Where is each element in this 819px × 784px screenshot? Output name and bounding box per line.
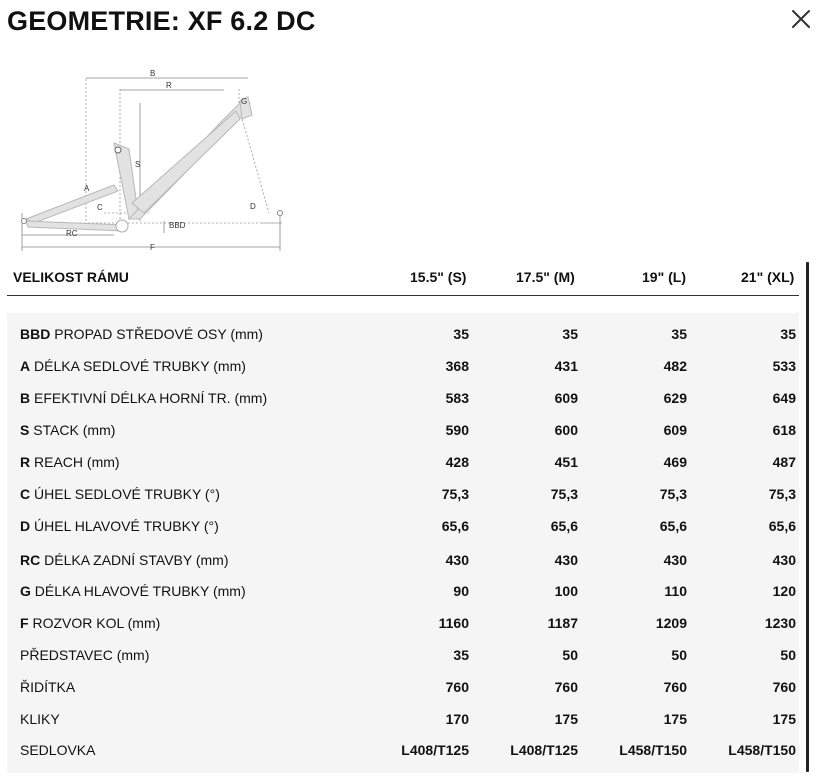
row-value-xl: 75,3 — [768, 486, 796, 502]
row-label: DÉLKA ZADNÍ STAVBY (mm) — [44, 552, 229, 568]
row-value-m: 175 — [554, 711, 578, 727]
row-code: B — [20, 390, 31, 406]
diagram-label-c: C — [97, 203, 103, 212]
row-value-l: 430 — [663, 552, 687, 568]
row-value-m: 35 — [562, 326, 578, 342]
diagram-label-r: R — [166, 81, 172, 90]
row-value-m: 609 — [554, 390, 578, 406]
row-value-s: 590 — [445, 422, 469, 438]
row-value-m: 100 — [554, 583, 578, 599]
row-code: RC — [20, 552, 41, 568]
diagram-label-a: A — [84, 184, 90, 193]
table-row — [7, 479, 799, 509]
row-value-s: 368 — [445, 358, 469, 374]
diagram-label-rc: RC — [66, 229, 78, 238]
row-value-xl: 487 — [772, 454, 796, 470]
row-value-m: 431 — [554, 358, 578, 374]
row-label: ROZVOR KOL (mm) — [32, 615, 161, 631]
close-icon[interactable] — [788, 6, 814, 32]
row-value-m: 1187 — [547, 615, 578, 631]
row-value-l: 65,6 — [659, 518, 687, 534]
table-row — [7, 511, 799, 541]
row-value-s: 1160 — [438, 615, 469, 631]
table-row — [7, 704, 799, 734]
row-value-l: 50 — [671, 647, 687, 663]
row-value-s: 65,6 — [441, 518, 469, 534]
row-label: EFEKTIVNÍ DÉLKA HORNÍ TR. (mm) — [34, 390, 268, 406]
table-row — [7, 383, 799, 413]
header-frame-size-label: VELIKOST RÁMU — [13, 269, 129, 285]
row-value-xl: 760 — [772, 679, 796, 695]
row-code: F — [20, 615, 29, 631]
row-value-xl: 120 — [772, 583, 796, 599]
row-value-s: 583 — [445, 390, 469, 406]
row-value-m: 451 — [554, 454, 578, 470]
row-value-xl: 430 — [772, 552, 796, 568]
row-value-xl: 65,6 — [768, 518, 796, 534]
row-label: KLIKY — [20, 711, 60, 727]
row-value-s: 428 — [445, 454, 469, 470]
table-row — [7, 415, 799, 445]
row-value-xl: L458/T150 — [728, 742, 796, 758]
table-header — [7, 260, 799, 296]
row-label: ÚHEL SEDLOVÉ TRUBKY (°) — [34, 486, 220, 502]
page-title: GEOMETRIE: XF 6.2 DC — [7, 6, 316, 36]
row-code: A — [20, 358, 31, 374]
diagram-label-f: F — [150, 243, 155, 252]
row-value-xl: 649 — [772, 390, 796, 406]
row-code: D — [20, 518, 31, 534]
geometry-table-body — [7, 313, 799, 773]
row-value-s: 75,3 — [441, 486, 469, 502]
row-label: REACH (mm) — [34, 454, 120, 470]
table-row — [7, 672, 799, 702]
row-value-l: 469 — [663, 454, 687, 470]
header-size-l: 19" (L) — [642, 269, 686, 285]
table-row — [7, 447, 799, 477]
row-value-l: 1209 — [655, 615, 687, 631]
row-value-xl: 175 — [772, 711, 796, 727]
row-value-s: 430 — [445, 552, 469, 568]
row-label: ÚHEL HLAVOVÉ TRUBKY (°) — [34, 518, 219, 534]
diagram-label-g: G — [241, 97, 248, 106]
row-value-m: 430 — [554, 552, 578, 568]
row-label: ŘIDÍTKA — [20, 679, 76, 695]
row-value-m: 65,6 — [550, 518, 578, 534]
row-value-xl: 1230 — [764, 615, 796, 631]
frame-geometry-diagram — [14, 63, 304, 258]
row-value-l: 175 — [663, 711, 687, 727]
row-label: PŘEDSTAVEC (mm) — [20, 647, 150, 663]
row-value-m: L408/T125 — [510, 742, 578, 758]
row-value-l: 629 — [663, 390, 687, 406]
row-label: PROPAD STŘEDOVÉ OSY (mm) — [54, 326, 263, 342]
row-code: R — [20, 454, 31, 470]
row-value-l: 110 — [664, 583, 687, 599]
row-value-s: 170 — [445, 711, 469, 727]
row-value-m: 760 — [554, 679, 578, 695]
row-value-m: 600 — [554, 422, 578, 438]
row-value-xl: 618 — [772, 422, 796, 438]
row-value-l: 482 — [663, 358, 687, 374]
table-row — [7, 351, 799, 381]
row-value-s: 90 — [453, 583, 469, 599]
row-value-s: L408/T125 — [401, 742, 469, 758]
header-size-xl: 21" (XL) — [741, 269, 795, 285]
diagram-label-d: D — [250, 202, 256, 211]
row-value-l: 609 — [663, 422, 687, 438]
diagram-label-bbd: BBD — [169, 221, 186, 230]
row-value-m: 50 — [562, 647, 578, 663]
row-label: DÉLKA HLAVOVÉ TRUBKY (mm) — [34, 583, 246, 599]
header-size-s: 15.5" (S) — [410, 269, 467, 285]
row-value-s: 760 — [445, 679, 469, 695]
row-value-xl: 50 — [780, 647, 796, 663]
row-code: S — [20, 422, 30, 438]
row-value-l: 75,3 — [659, 486, 687, 502]
row-label: STACK (mm) — [33, 422, 116, 438]
table-row — [7, 545, 799, 575]
row-code: BBD — [20, 326, 51, 342]
table-row — [7, 608, 799, 638]
header-size-m: 17.5" (M) — [516, 269, 575, 285]
row-value-xl: 533 — [772, 358, 796, 374]
row-value-xl: 35 — [780, 326, 796, 342]
table-row — [7, 576, 799, 606]
diagram-label-s: S — [135, 160, 141, 169]
row-value-s: 35 — [453, 326, 469, 342]
diagram-label-b: B — [150, 69, 156, 78]
row-label: DÉLKA SEDLOVÉ TRUBKY (mm) — [34, 358, 246, 374]
row-value-l: 35 — [671, 326, 687, 342]
row-code: G — [20, 583, 31, 599]
table-row — [7, 735, 799, 765]
row-value-l: 760 — [663, 679, 687, 695]
table-row — [7, 640, 799, 670]
row-value-m: 75,3 — [550, 486, 578, 502]
row-code: C — [20, 486, 31, 502]
scrollbar[interactable] — [806, 262, 809, 772]
row-value-s: 35 — [453, 647, 469, 663]
row-label: SEDLOVKA — [20, 742, 96, 758]
table-row — [7, 319, 799, 349]
row-value-l: L458/T150 — [619, 742, 687, 758]
